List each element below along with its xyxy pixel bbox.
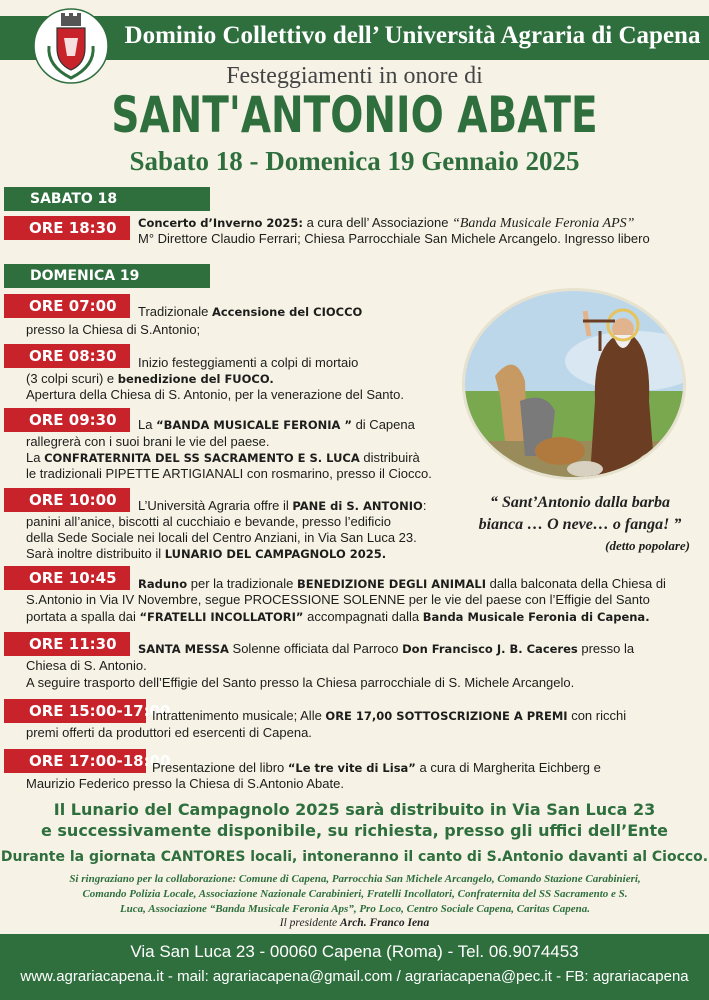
saint-antonio-illustration — [462, 288, 686, 480]
lunario-notice: e successivamente disponibile, su richiesta, presso gli uffici dell’Ente — [40, 821, 669, 840]
event-line: Presentazione del libro “Le tre vite di Lisa” a cura di Margherita Eichberg e — [152, 760, 601, 775]
event-line: M° Direttore Claudio Ferrari; Chiesa Parrocchiale San Michele Arcangelo. Ingresso libero — [138, 231, 650, 246]
event-line: La CONFRATERNITA DEL SS SACRAMENTO E S. LUCA distribuirà — [26, 450, 420, 465]
time-badge: ORE 08:30 — [4, 344, 130, 368]
event-line: Maurizio Federico presso la Chiesa di S.Antonio Abate. — [26, 776, 344, 791]
event-line: Concerto d’Inverno 2025: a cura dell’ Associazione “Banda Musicale Feronia APS” — [138, 215, 635, 231]
day-header-sunday: DOMENICA 19 — [4, 264, 210, 288]
event-dates: Sabato 18 - Domenica 19 Gennaio 2025 — [129, 146, 580, 176]
footer-address: Via San Luca 23 - 00060 Capena (Roma) - Tel. 06.9074453 — [0, 934, 709, 970]
lunario-notice: Il Lunario del Campagnolo 2025 sarà distribuito in Via San Luca 23 — [53, 800, 656, 819]
time-badge: ORE 10:45 — [4, 566, 130, 590]
time-badge: ORE 07:00 — [4, 294, 130, 318]
event-line: panini all’anice, biscotti al cucchiaio e bevande, presso l’edificio — [26, 514, 391, 529]
time-badge: ORE 18:30 — [4, 216, 130, 240]
page-title: SANT'ANTONIO ABATE — [111, 86, 598, 144]
event-line: portata a spalla dai “FRATELLI INCOLLATORI” accompagnati dalla Banda Musicale Feronia di Capena. — [26, 609, 650, 624]
event-line: L’Università Agraria offre il PANE di S. ANTONIO: — [138, 498, 427, 513]
event-line: rallegrerà con i suoi brani le vie del paese. — [26, 434, 270, 449]
event-line: La “BANDA MUSICALE FERONIA ” di Capena — [138, 417, 415, 432]
event-line: Inizio festeggiamenti a colpi di mortaio — [138, 355, 359, 370]
event-line: le tradizionali PIPETTE ARTIGIANALI con rosmarino, presso il Ciocco. — [26, 466, 432, 481]
event-line: Tradizionale Accensione del CIOCCO — [138, 304, 363, 319]
event-line: A seguire trasporto dell’Effigie del Santo presso la Chiesa parrocchiale di S. Michele Arcangelo. — [26, 675, 575, 690]
footer-contacts[interactable]: www.agrariacapena.it - mail: agrariacapena@gmail.com / agrariacapena@pec.it - FB: agrariacapena — [0, 964, 709, 1000]
event-line: Intrattenimento musicale; Alle ORE 17,00 SOTTOSCRIZIONE A PREMI con ricchi — [152, 708, 627, 723]
time-badge: ORE 09:30 — [4, 408, 130, 432]
event-line: Raduno per la tradizionale BENEDIZIONE DEGLI ANIMALI dalla balconata della Chiesa di — [138, 576, 666, 591]
header-title: Dominio Collettivo dell’ Università Agraria di Capena — [124, 22, 701, 49]
day-header-saturday: SABATO 18 — [4, 187, 210, 211]
event-line: premi offerti da produttori ed esercenti di Capena. — [26, 725, 312, 740]
time-badge: ORE 10:00 — [4, 488, 130, 512]
time-badge: ORE 15:00-17:00 — [4, 699, 146, 723]
cantores-notice: Durante la giornata CANTORES locali, intoneranno il canto di S.Antonio davanti al Ciocco. — [0, 849, 709, 865]
time-badge: ORE 17:00-18:00 — [4, 749, 146, 773]
president-signature: Il presidente Arch. Franco Iena — [279, 917, 430, 929]
event-line: Apertura della Chiesa di S. Antonio, per la venerazione del Santo. — [26, 387, 404, 402]
event-line: presso la Chiesa di S.Antonio; — [26, 322, 201, 337]
acknowledgements: Si ringraziano per la collaborazione: Comune di Capena, Parrocchia San Michele Arcangelo, Comando Stazione Carabinieri, Comando Polizia Locale, Associazione Nazionale Carabinieri, Fratelli Incollatori, Confraternita del SS Sacramento e S. Luca, Associazione “Banda Musicale Feronia Aps”, Pro Loco, Centro Sociale Capena, Caritas Capena. — [69, 873, 641, 915]
event-line: (3 colpi scuri) e benedizione del FUOCO. — [26, 371, 274, 386]
popular-saying: “ Sant’Antonio dalla barba bianca … O neve… o fanga! ” — [478, 494, 682, 533]
event-line: Chiesa di S. Antonio. — [26, 658, 147, 673]
festivity-intro: Festeggiamenti in onore di — [226, 63, 483, 89]
time-badge: ORE 11:30 — [4, 632, 130, 656]
event-line: S.Antonio in Via IV Novembre, segue PROCESSIONE SOLENNE per le vie del paese con l’Effigie del Santo — [26, 592, 650, 607]
event-line: SANTA MESSA Solenne officiata dal Parroco Don Francisco J. B. Caceres presso la — [138, 641, 635, 656]
event-line: Sarà inoltre distribuito il LUNARIO DEL CAMPAGNOLO 2025. — [26, 546, 387, 561]
saying-source: (detto popolare) — [605, 538, 690, 553]
event-line: della Sede Sociale nei locali del Centro Anziani, in Via San Luca 23. — [26, 530, 417, 545]
